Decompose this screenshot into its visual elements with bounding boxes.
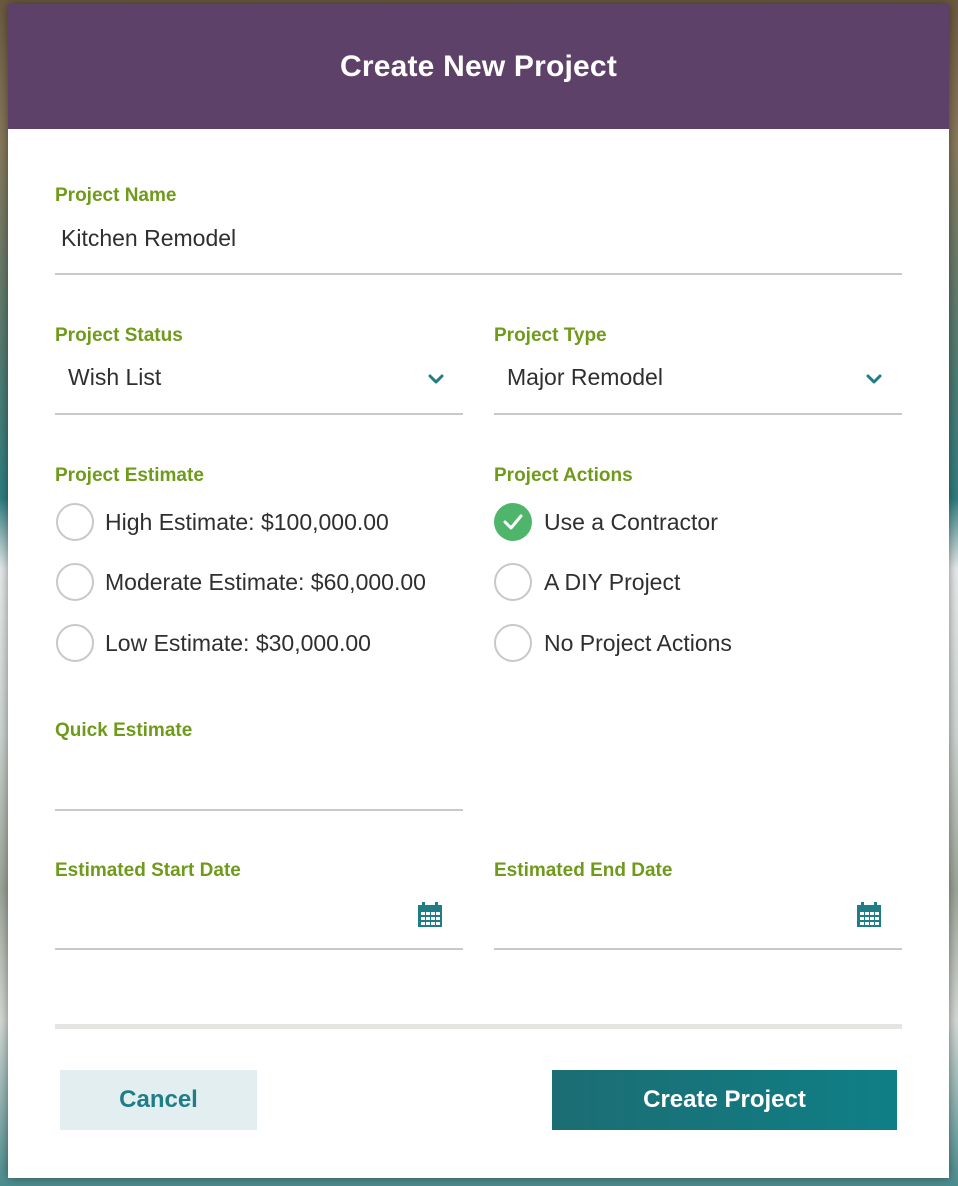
project-status-label: Project Status <box>55 325 183 346</box>
quick-estimate-input[interactable] <box>61 760 461 800</box>
project-status-select[interactable]: Wish List <box>68 364 162 390</box>
cancel-button[interactable]: Cancel <box>60 1070 257 1130</box>
quick-estimate-underline <box>55 809 463 811</box>
project-type-select[interactable]: Major Remodel <box>507 364 663 390</box>
footer-divider <box>55 1024 902 1029</box>
start-date-underline <box>55 948 463 950</box>
calendar-icon[interactable] <box>856 902 882 928</box>
checkmark-icon <box>502 513 524 531</box>
project-estimate-label: Project Estimate <box>55 465 204 486</box>
moderate-estimate-radio[interactable] <box>56 563 94 601</box>
end-date-label: Estimated End Date <box>494 860 673 881</box>
calendar-icon[interactable] <box>417 902 443 928</box>
use-contractor-label[interactable]: Use a Contractor <box>544 509 718 535</box>
modal-title: Create New Project <box>339 49 618 83</box>
start-date-input[interactable] <box>61 900 411 940</box>
create-project-button[interactable]: Create Project <box>552 1070 897 1130</box>
moderate-estimate-label[interactable]: Moderate Estimate: $60,000.00 <box>105 569 426 595</box>
diy-project-label[interactable]: A DIY Project <box>544 569 681 595</box>
diy-project-checkbox[interactable] <box>494 563 532 601</box>
high-estimate-radio[interactable] <box>56 503 94 541</box>
project-type-label: Project Type <box>494 325 607 346</box>
project-type-underline <box>494 413 902 415</box>
low-estimate-label[interactable]: Low Estimate: $30,000.00 <box>105 630 371 656</box>
high-estimate-label[interactable]: High Estimate: $100,000.00 <box>105 509 389 535</box>
quick-estimate-label: Quick Estimate <box>55 720 193 741</box>
chevron-down-icon[interactable] <box>865 372 883 386</box>
use-contractor-checkbox[interactable] <box>494 503 532 541</box>
no-project-actions-checkbox[interactable] <box>494 624 532 662</box>
no-project-actions-label[interactable]: No Project Actions <box>544 630 732 656</box>
project-name-underline <box>55 273 902 275</box>
modal-header <box>8 4 949 129</box>
low-estimate-radio[interactable] <box>56 624 94 662</box>
end-date-underline <box>494 948 902 950</box>
create-project-modal <box>8 4 949 1178</box>
project-name-input[interactable]: Kitchen Remodel <box>61 225 237 251</box>
project-name-label: Project Name <box>55 185 177 206</box>
project-status-underline <box>55 413 463 415</box>
project-actions-label: Project Actions <box>494 465 633 486</box>
start-date-label: Estimated Start Date <box>55 860 241 881</box>
end-date-input[interactable] <box>500 900 850 940</box>
chevron-down-icon[interactable] <box>427 372 445 386</box>
